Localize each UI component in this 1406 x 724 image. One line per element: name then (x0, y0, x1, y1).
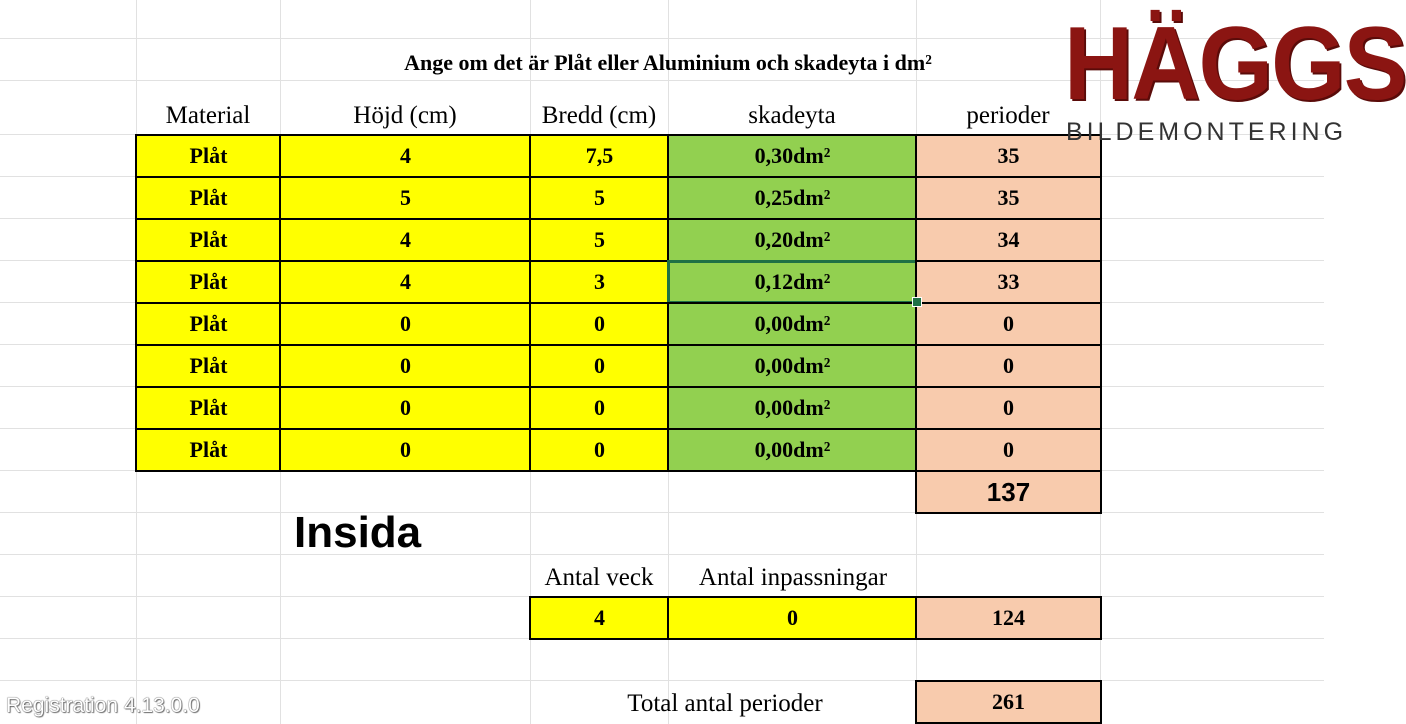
sheet-title: Ange om det är Plåt eller Aluminium och skadeyta i dm² (404, 50, 932, 75)
header-antal-veck[interactable]: Antal veck (544, 564, 654, 591)
cell-bredd[interactable]: 5 (529, 176, 670, 220)
cell-bredd[interactable]: 7,5 (529, 134, 670, 178)
cell-perioder[interactable]: 34 (915, 218, 1102, 262)
sum-perioder-cell[interactable]: 137 (915, 470, 1102, 514)
cell-perioder[interactable]: 0 (915, 428, 1102, 472)
header-material[interactable]: Material (165, 102, 251, 129)
cell-skadeyta[interactable]: 0,00dm² (667, 386, 918, 430)
cell-bredd[interactable]: 0 (529, 344, 670, 388)
cell-perioder[interactable]: 0 (915, 344, 1102, 388)
cell-material[interactable]: Plåt (135, 260, 282, 304)
insida-heading: Insida (294, 508, 422, 557)
cell-hojd[interactable]: 4 (279, 260, 532, 304)
total-label[interactable]: Total antal perioder (627, 690, 823, 717)
header-skadeyta[interactable]: skadeyta (748, 102, 836, 129)
antal-inpassningar-cell[interactable]: 0 (667, 596, 918, 640)
cell-material[interactable]: Plåt (135, 176, 282, 220)
header-antal-inpassningar[interactable]: Antal inpassningar (698, 564, 888, 591)
cell-material[interactable]: Plåt (135, 344, 282, 388)
registration-text: Registration 4.13.0.0 (6, 694, 200, 717)
cell-hojd[interactable]: 0 (279, 302, 532, 346)
cell-material[interactable]: Plåt (135, 218, 282, 262)
haggs-logo-subtitle: BILDEMONTERING (1066, 118, 1348, 146)
cell-perioder[interactable]: 35 (915, 134, 1102, 178)
haggs-logo: HÄGGS (1064, 6, 1406, 122)
cell-bredd[interactable]: 0 (529, 302, 670, 346)
cell-perioder[interactable]: 0 (915, 302, 1102, 346)
insida-perioder-cell[interactable]: 124 (915, 596, 1102, 640)
total-value-cell[interactable]: 261 (915, 680, 1102, 724)
cell-hojd[interactable]: 4 (279, 134, 532, 178)
cell-bredd[interactable]: 3 (529, 260, 670, 304)
cell-hojd[interactable]: 0 (279, 386, 532, 430)
cell-material[interactable]: Plåt (135, 134, 282, 178)
cell-bredd[interactable]: 5 (529, 218, 670, 262)
antal-veck-cell[interactable]: 4 (529, 596, 670, 640)
cell-perioder[interactable]: 33 (915, 260, 1102, 304)
cell-hojd[interactable]: 0 (279, 344, 532, 388)
cell-bredd[interactable]: 0 (529, 386, 670, 430)
cell-skadeyta[interactable]: 0,30dm² (667, 134, 918, 178)
cell-skadeyta[interactable]: 0,20dm² (667, 218, 918, 262)
cell-hojd[interactable]: 0 (279, 428, 532, 472)
header-perioder[interactable]: perioder (966, 102, 1050, 129)
cell-skadeyta[interactable]: 0,00dm² (667, 302, 918, 346)
header-hojd[interactable]: Höjd (cm) (353, 102, 457, 129)
cell-skadeyta[interactable]: 0,25dm² (667, 176, 918, 220)
cell-material[interactable]: Plåt (135, 386, 282, 430)
cell-hojd[interactable]: 4 (279, 218, 532, 262)
cell-perioder[interactable]: 0 (915, 386, 1102, 430)
cell-skadeyta-selected[interactable]: 0,12dm² (667, 260, 918, 304)
cell-material[interactable]: Plåt (135, 428, 282, 472)
cell-skadeyta[interactable]: 0,00dm² (667, 344, 918, 388)
cell-perioder[interactable]: 35 (915, 176, 1102, 220)
fill-handle[interactable] (912, 297, 922, 307)
cell-material[interactable]: Plåt (135, 302, 282, 346)
header-bredd[interactable]: Bredd (cm) (541, 102, 657, 129)
cell-bredd[interactable]: 0 (529, 428, 670, 472)
cell-skadeyta[interactable]: 0,00dm² (667, 428, 918, 472)
cell-hojd[interactable]: 5 (279, 176, 532, 220)
